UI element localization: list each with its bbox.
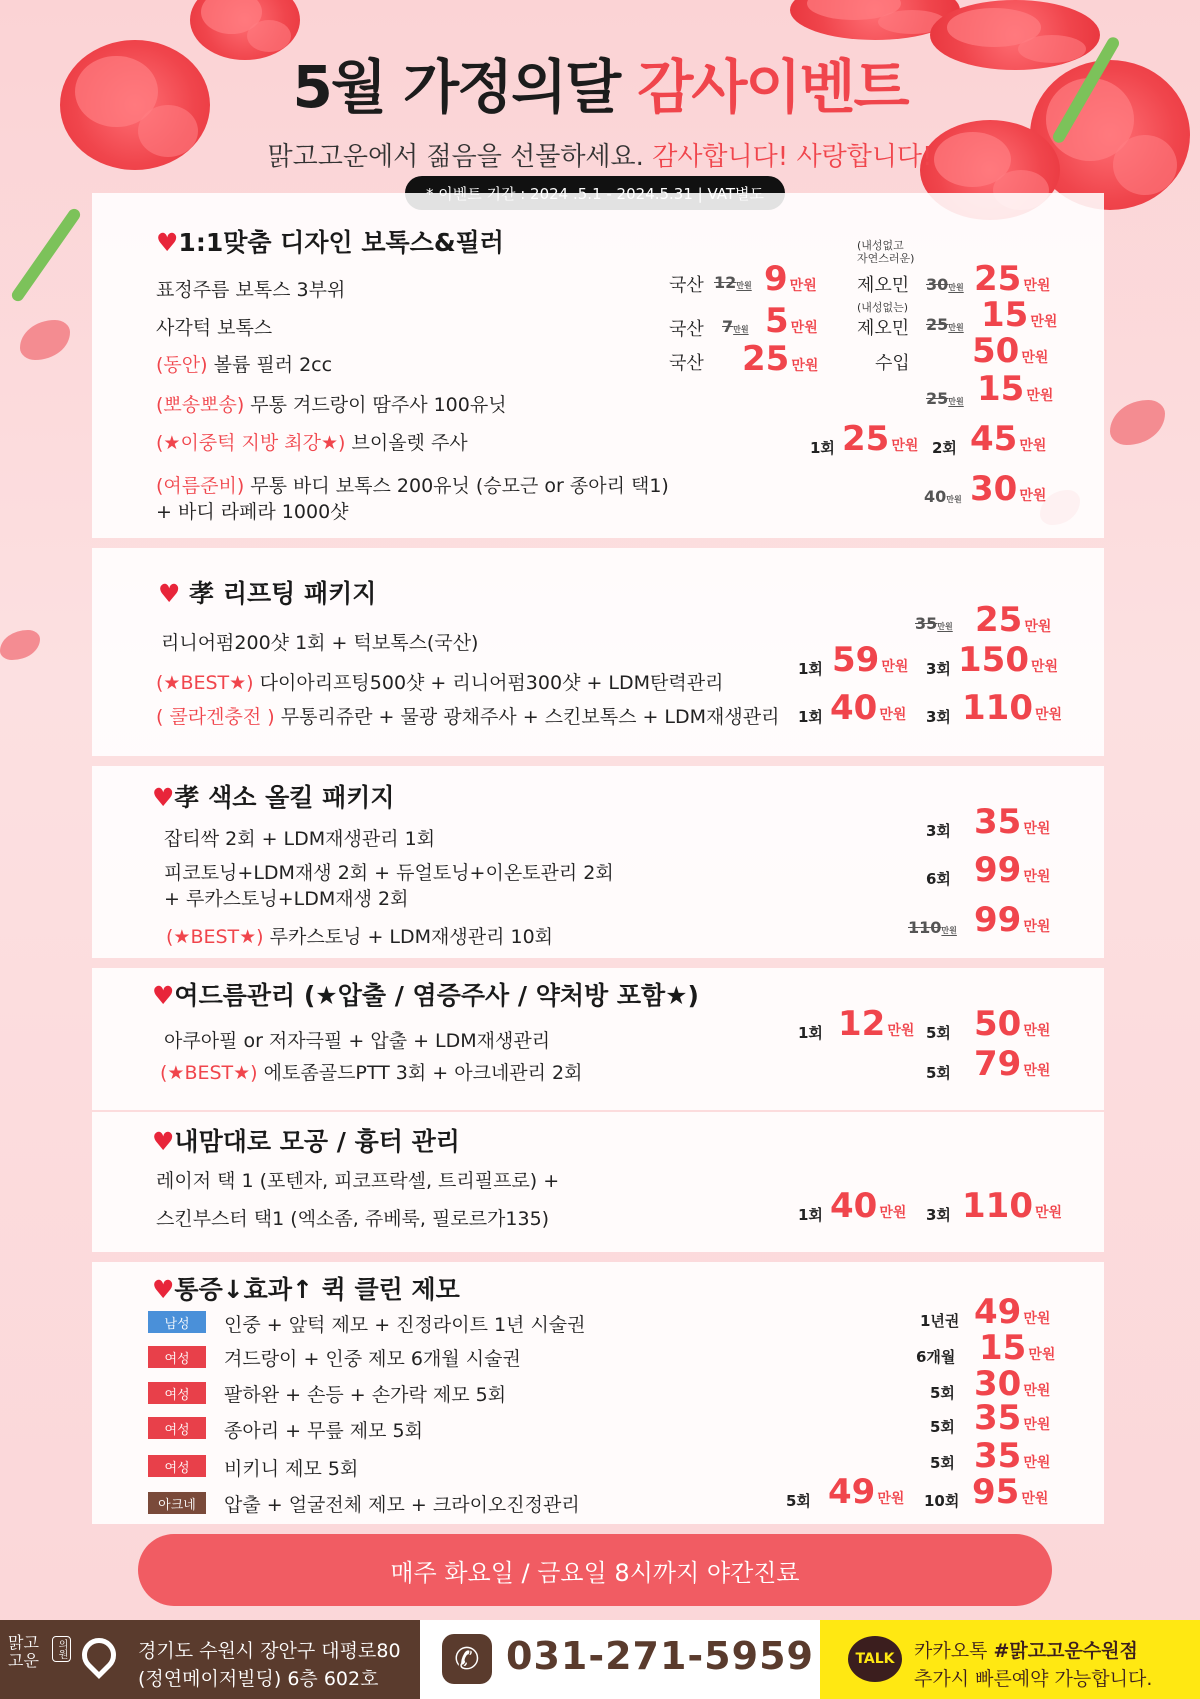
footer [0,1620,1200,1699]
session-count: 5회 [926,1024,951,1042]
session-count: 1회 [798,708,823,726]
price: 15 만원 [979,1328,1056,1368]
clinic-logo: 맑고 고운 [8,1633,39,1670]
price: 110 만원 [962,1186,1063,1226]
price: 35 만원 [974,1398,1051,1438]
footer-address-block [0,1620,420,1699]
price: 150 만원 [958,640,1059,680]
page-subtitle: 맑고고운에서 젊음을 선물하세요. 감사합니다! 사랑합니다! [267,142,933,172]
gender-tag-male: 남성 [148,1311,206,1333]
original-price: 30만원 [926,275,964,294]
session-count: 1회 [798,660,823,678]
section-acne-care [92,968,1104,1110]
item-name: (★이중턱 지방 최강★) 브이올렛 주사 [156,432,468,454]
session-count: 3회 [926,708,951,726]
price: 15 만원 [977,369,1054,409]
phone-icon: ✆ [442,1634,492,1684]
origin-label: 국산 [669,353,704,374]
original-price: 40만원 [924,487,962,506]
footer-phone-block [420,1620,820,1699]
brand-label: 수입 [875,353,910,374]
origin-label: 국산 [669,319,704,340]
item-name: 아쿠아필 or 저자극필 + 압출 + LDM재생관리 [164,1030,551,1052]
price: 35 만원 [974,1436,1051,1476]
item-name: 레이저 택 1 (포텐자, 피코프락셀, 트리필프로) + [156,1170,560,1192]
price: 25 만원 [975,600,1052,640]
item-name: 팔하완 + 손등 + 손가락 제모 5회 [224,1384,507,1406]
item-name-line2: 스킨부스터 택1 (엑소좀, 쥬베룩, 필로르가135) [156,1208,550,1230]
original-price: 25만원 [926,315,964,334]
kakao-id[interactable]: #맑고고운수원점 [993,1640,1138,1662]
kakao-talk-icon[interactable]: TALK [848,1636,902,1682]
item-name: (동안) 볼륨 필러 2cc [156,354,333,376]
item-name: 종아리 + 무릎 제모 5회 [224,1420,423,1442]
price: 40 만원 [830,688,907,728]
section-title: ♥1:1맞춤 디자인 보톡스&필러 [156,228,504,257]
price: 35 만원 [974,802,1051,842]
footer-kakao-block [820,1620,1200,1699]
item-name: 사각턱 보톡스 [156,317,273,339]
session-count: 1회 [810,439,835,457]
price: 30 만원 [970,469,1047,509]
stem-decoration [10,207,83,304]
acne-tag: 아크네 [148,1492,206,1514]
session-count: 5회 [926,1064,951,1082]
kakao-line-1: 카카오톡 #맑고고운수원점 [914,1640,1138,1662]
item-name-line2: + 루카스토닝+LDM재생 2회 [164,888,409,910]
session-count: 3회 [926,660,951,678]
item-name: (★BEST★) 에토좀골드PTT 3회 + 아크네관리 2회 [160,1062,583,1084]
session-count: 3회 [926,822,951,840]
item-name: (여름준비) 무통 바디 보톡스 200유닛 (승모근 or 종아리 택1) [156,475,669,497]
price: 40 만원 [830,1186,907,1226]
gender-tag-female: 여성 [148,1455,206,1477]
clinic-logo-sub: 의원 [52,1636,71,1662]
section-title: ♥여드름관리 (★압출 / 염증주사 / 약처방 포함★) [152,981,699,1010]
section-pigment-package [92,766,1104,958]
kakao-line-2: 추가시 빠른예약 가능합니다. [914,1668,1153,1690]
item-name: (뽀송뽀송) 무통 겨드랑이 땀주사 100유닛 [156,394,507,416]
session-count: 10회 [924,1492,960,1510]
item-name: (★BEST★) 다이아리프팅500샷 + 리니어펌300샷 + LDM탄력관리 [156,672,724,694]
gender-tag-female: 여성 [148,1417,206,1439]
original-price: 7만원 [722,317,749,336]
item-name: 겨드랑이 + 인중 제모 6개월 시술권 [224,1348,521,1370]
item-name-line2: + 바디 라페라 1000샷 [156,501,349,523]
brand-label: 제오민 [857,275,910,296]
session-count: 1회 [798,1024,823,1042]
price: 95 만원 [972,1472,1049,1512]
item-name: 인중 + 앞턱 제모 + 진정라이트 1년 시술권 [224,1314,586,1336]
price: 15 만원 [981,295,1058,335]
item-name: 압출 + 얼굴전체 제모 + 크라이오진정관리 [224,1494,580,1516]
petal-decoration [20,320,70,360]
item-name: 비키니 제모 5회 [224,1458,359,1480]
session-count: 1회 [798,1206,823,1224]
original-price: 35만원 [915,614,953,633]
section-lifting-package [92,548,1104,756]
session-count: 2회 [932,439,957,457]
price: 49 만원 [828,1472,905,1512]
brand-note: (내성없는) [857,301,909,314]
petal-decoration [1110,400,1165,445]
price: 25 만원 [842,419,919,459]
petal-decoration [0,630,40,660]
section-hair-removal [92,1262,1104,1524]
item-name: ( 콜라겐충전 ) 무통리쥬란 + 물광 광채주사 + 스킨보톡스 + LDM재생관리 [156,706,780,728]
brand-label: 제오민 [857,318,910,339]
session-count: 5회 [930,1454,955,1472]
header [0,40,1200,173]
phone-number[interactable]: 031-271-5959 [506,1634,814,1678]
price: 30 만원 [974,1364,1051,1404]
price: 49 만원 [974,1292,1051,1332]
item-name: 표정주름 보톡스 3부위 [156,279,346,301]
price: 25 만원 [974,259,1051,299]
price: 45 만원 [970,419,1047,459]
session-count: 1년권 [920,1312,960,1330]
night-clinic-banner: 매주 화요일 / 금요일 8시까지 야간진료 [138,1534,1052,1606]
price: 50 만원 [972,331,1049,371]
price: 5 만원 [765,301,818,341]
gender-tag-female: 여성 [148,1346,206,1368]
gender-tag-female: 여성 [148,1382,206,1404]
session-count: 5회 [930,1384,955,1402]
item-name: 피코토닝+LDM재생 2회 + 듀얼토닝+이온토관리 2회 [164,862,614,884]
section-title: ♥통증↓효과↑ 퀵 클린 제모 [152,1275,460,1304]
item-name: 잡티싹 2회 + LDM재생관리 1회 [164,828,436,850]
price: 59 만원 [832,640,909,680]
section-title: ♥내맘대로 모공 / 흉터 관리 [152,1127,460,1156]
price: 9 만원 [764,259,817,299]
item-name: (★BEST★) 루카스토닝 + LDM재생관리 10회 [166,926,554,948]
session-count: 6회 [926,870,951,888]
price: 99 만원 [974,850,1051,890]
price: 110 만원 [962,688,1063,728]
price: 99 만원 [974,900,1051,940]
section-botox-filler [92,193,1104,538]
section-title: ♥ 孝 리프팅 패키지 [158,579,377,608]
price: 25 만원 [742,339,819,379]
price: 79 만원 [974,1044,1051,1084]
section-title: ♥孝 색소 올킬 패키지 [152,783,395,812]
session-count: 3회 [926,1206,951,1224]
price: 50 만원 [974,1004,1051,1044]
item-name: 리니어펌200샷 1회 + 턱보톡스(국산) [161,632,479,654]
address-line-2: (정연메이저빌딩) 6층 602호 [138,1668,379,1690]
session-count: 6개월 [916,1348,956,1366]
session-count: 5회 [786,1492,811,1510]
original-price: 25만원 [926,389,964,408]
address-line-1: 경기도 수원시 장안구 대평로80 [138,1640,401,1662]
section-pore-scar [92,1112,1104,1252]
origin-label: 국산 [669,275,704,296]
session-count: 5회 [930,1418,955,1436]
original-price: 110만원 [908,918,957,937]
price: 12 만원 [838,1004,915,1044]
brand-note: (내성없고 자연스러운) [857,239,915,265]
location-pin-icon [75,1631,123,1679]
page-title: 5월 가정의달 감사이벤트 [292,53,908,121]
original-price: 12만원 [714,273,752,292]
